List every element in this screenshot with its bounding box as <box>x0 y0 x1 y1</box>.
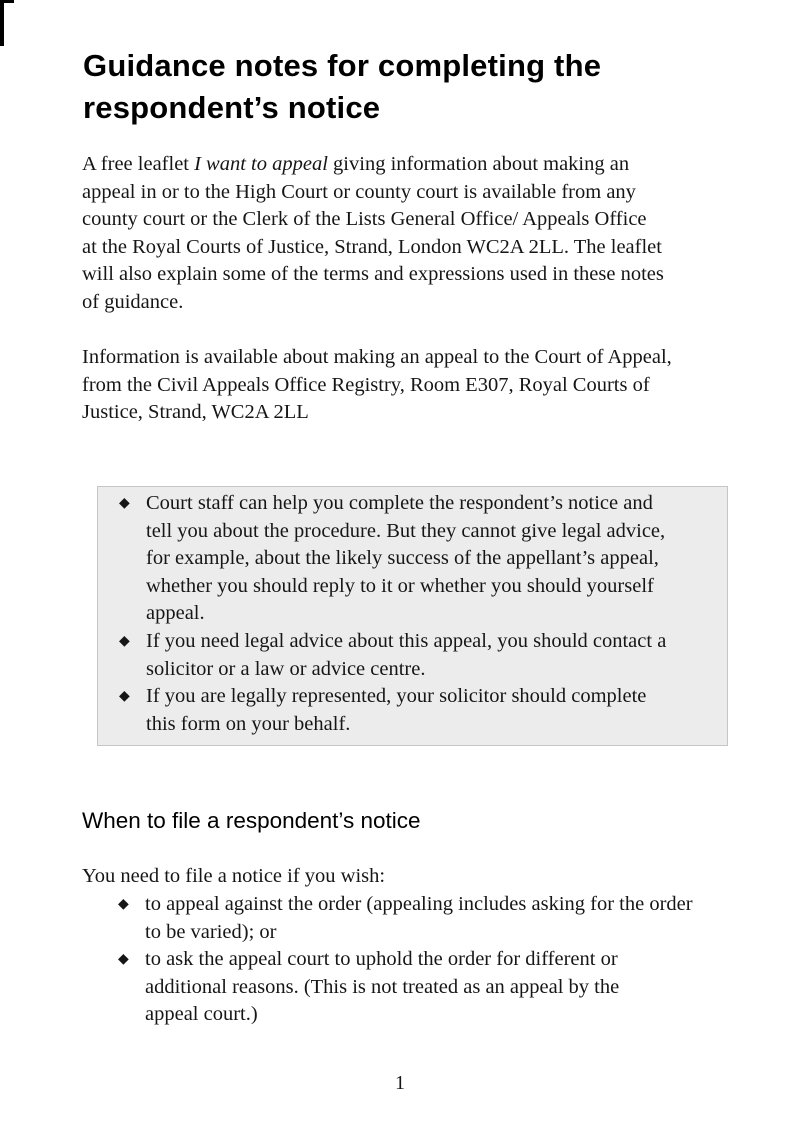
text-line <box>145 974 619 1002</box>
intro-paragraph-2 <box>82 344 672 427</box>
text-segment: appeal. <box>146 602 205 625</box>
text-line <box>82 372 672 400</box>
text-segment: Court staff can help you complete the respondent’s notice and <box>146 492 653 514</box>
diamond-bullet-icon: ◆ <box>119 689 130 705</box>
text-line <box>146 545 665 573</box>
diamond-bullet-icon: ◆ <box>118 897 129 912</box>
text-line <box>83 45 601 87</box>
text-segment: for example, about the likely success of the appellant’s appeal, <box>146 547 659 570</box>
text-segment: will also explain some of the terms and expressions used in these notes <box>82 263 664 286</box>
text-segment: Guidance notes for completing the <box>83 48 602 83</box>
text-segment: tell you about the procedure. But they cannot give legal advice, <box>146 519 666 542</box>
text-segment: appeal in or to the High Court or county court is available from any <box>82 180 636 203</box>
text-segment: from the Civil Appeals Office Registry, Room E307, Royal Courts of <box>82 373 650 396</box>
bullet-text <box>145 946 619 1029</box>
info-box <box>97 486 728 746</box>
text-line <box>146 490 665 518</box>
bullet-text <box>145 891 693 946</box>
text-segment: respondent’s notice <box>83 90 381 125</box>
bullet-text <box>146 683 646 738</box>
diamond-bullet-icon: ◆ <box>119 633 130 649</box>
text-segment: this form on your behalf. <box>146 712 351 735</box>
section-heading: When to file a respondent’s notice <box>82 808 421 833</box>
text-line <box>146 683 646 711</box>
bullet-text <box>146 628 666 683</box>
section-bullet-list <box>82 891 693 1029</box>
bullet-item <box>119 683 721 738</box>
text-line <box>146 711 646 739</box>
bullet-item <box>82 946 693 1029</box>
bullet-text <box>146 490 665 628</box>
bullet-item <box>82 891 693 946</box>
info-box-bullet-list <box>119 490 721 738</box>
text-line <box>82 151 664 179</box>
section-lead: You need to file a notice if you wish: <box>82 865 386 887</box>
text-line <box>145 1001 619 1029</box>
text-segment: If you need legal advice about this appeal, you should contact a <box>146 629 667 652</box>
text-line <box>82 179 664 207</box>
text-line <box>145 891 693 919</box>
text-line <box>82 234 664 262</box>
leaflet-title-italic: I want to appeal <box>194 153 328 175</box>
bullet-item <box>119 490 721 628</box>
text-segment: additional reasons. (This is not treated as an appeal by the <box>145 975 620 998</box>
text-line <box>146 573 665 601</box>
scan-edge-artifact-horizontal <box>0 0 14 3</box>
text-line <box>83 87 601 129</box>
text-segment: Information is available about making an appeal to the Court of Appeal, <box>82 346 672 368</box>
text-segment: Justice, Strand, WC2A 2LL <box>82 401 309 424</box>
text-segment: county court or the Clerk of the Lists General Office/ Appeals Office <box>82 208 647 231</box>
text-segment: of guidance. <box>82 290 184 313</box>
intro-paragraph-1 <box>82 151 664 317</box>
page-title <box>83 45 601 129</box>
diamond-bullet-icon: ◆ <box>118 952 129 968</box>
text-segment: whether you should reply to it or whether you should yourself <box>146 574 654 597</box>
text-segment: to ask the appeal court to uphold the order for different or <box>145 948 618 971</box>
text-line <box>82 289 664 317</box>
text-segment: If you are legally represented, your solicitor should complete <box>146 685 647 708</box>
text-segment: appeal court.) <box>145 1003 258 1026</box>
diamond-bullet-icon: ◆ <box>119 496 130 511</box>
text-segment: to appeal against the order (appealing includes asking for the order <box>145 893 693 915</box>
text-line <box>145 946 619 974</box>
text-segment: to be varied); or <box>145 920 277 943</box>
text-segment: at the Royal Courts of Justice, Strand, London WC2A 2LL. The leaflet <box>82 235 662 258</box>
text-line <box>146 628 666 656</box>
text-segment: giving information about making an <box>327 153 630 175</box>
text-line <box>146 656 666 684</box>
text-segment: solicitor or a law or advice centre. <box>146 657 426 680</box>
text-line <box>146 600 665 628</box>
text-line <box>82 261 664 289</box>
text-line <box>82 399 672 427</box>
text-line <box>145 919 693 947</box>
page-number: 1 <box>395 1072 405 1094</box>
scan-edge-artifact-vertical <box>0 0 4 46</box>
text-line <box>82 344 672 372</box>
bullet-item <box>119 628 721 683</box>
text-line <box>82 206 664 234</box>
text-segment: A free leaflet <box>82 153 195 175</box>
text-line <box>146 518 665 546</box>
